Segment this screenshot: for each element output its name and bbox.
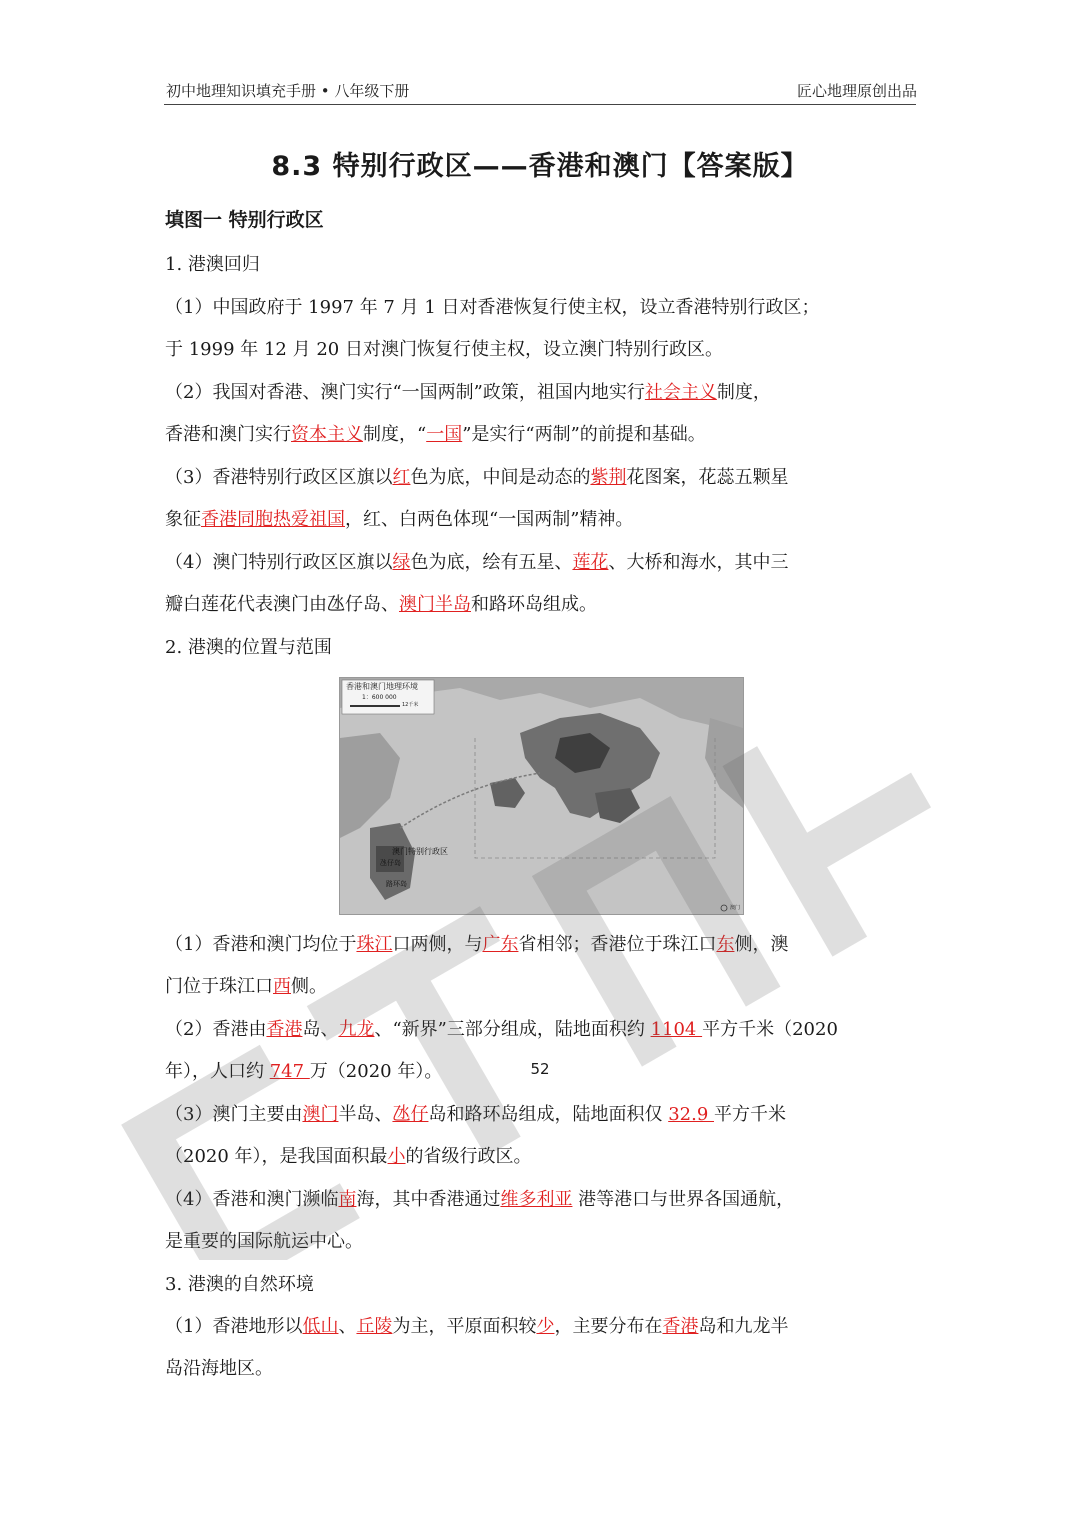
- taipa-label: 氹仔岛: [380, 859, 401, 867]
- para-2-4-line2: 是重要的国际航运中心。: [165, 1231, 363, 1252]
- para-2-2-line1: （2）香港由香港岛、九龙、“新界”三部分组成，陆地面积约 1104 平方千米（2020: [165, 1019, 838, 1040]
- answer-blank: 澳门半岛: [399, 594, 471, 615]
- para-3-1-line1: （1）香港地形以低山、丘陵为主，平原面积较少，主要分布在香港岛和九龙半: [165, 1316, 789, 1337]
- answer-blank: 低山: [302, 1316, 339, 1337]
- para-1-4-line2: 瓣白莲花代表澳门由氹仔岛、澳门半岛和路环岛组成。: [165, 594, 597, 615]
- answer-blank: 广东: [482, 934, 519, 955]
- answer-blank: 红: [392, 467, 411, 488]
- heading-1: 1. 港澳回归: [165, 254, 260, 275]
- answer-blank: 氹仔: [392, 1104, 429, 1125]
- heading-2: 2. 港澳的位置与范围: [165, 637, 332, 658]
- para-2-2-line2: 年），人口约 747 万（2020 年）。: [165, 1061, 443, 1082]
- para-1-4-line1: （4）澳门特别行政区区旗以绿色为底，绘有五星、莲花、大桥和海水，其中三: [165, 552, 789, 573]
- answer-blank: 莲花: [572, 552, 609, 573]
- answer-blank: 维多利亚: [500, 1189, 573, 1210]
- answer-blank: 香港: [662, 1316, 699, 1337]
- header-divider: [164, 104, 916, 105]
- para-2-3-line1: （3）澳门主要由澳门半岛、氹仔岛和路环岛组成，陆地面积仅 32.9 平方千米: [165, 1104, 786, 1125]
- answer-blank: 社会主义: [644, 382, 717, 403]
- hk-macao-map: [339, 677, 744, 915]
- para-1-3-line1: （3）香港特别行政区区旗以红色为底，中间是动态的紫荆花图案，花蕊五颗星: [165, 467, 789, 488]
- para-1-2-line2: 香港和澳门实行资本主义制度，“一国”是实行“两制”的前提和基础。: [165, 424, 706, 445]
- header-right: 匠心地理原创出品: [796, 82, 917, 100]
- answer-blank: 香港同胞热爱祖国: [201, 509, 345, 530]
- para-1-2-line1: （2）我国对香港、澳门实行“一国两制”政策，祖国内地实行社会主义制度，: [165, 382, 771, 403]
- answer-blank: 澳门: [302, 1104, 339, 1125]
- para-2-1-line1: （1）香港和澳门均位于珠江口两侧，与广东省相邻；香港位于珠江口东侧，澳: [165, 934, 789, 955]
- answer-blank: 西: [273, 976, 291, 997]
- page-number: 52: [530, 1060, 550, 1078]
- coloane-label: 路环岛: [386, 880, 407, 888]
- para-2-1-line2: 门位于珠江口西侧。: [165, 976, 327, 997]
- answer-blank: 九龙: [338, 1019, 375, 1040]
- answer-blank: 一国: [426, 424, 463, 445]
- para-1-1-line2: 于 1999 年 12 月 20 日对澳门恢复行使主权，设立澳门特别行政区。: [165, 339, 723, 360]
- answer-blank: 小: [387, 1146, 406, 1167]
- para-1-3-line2: 象征香港同胞热爱祖国，红、白两色体现“一国两制”精神。: [165, 509, 634, 530]
- answer-blank: 1104: [650, 1019, 703, 1040]
- answer-blank: 资本主义: [291, 424, 363, 445]
- answer-blank: 少: [536, 1316, 555, 1337]
- answer-blank: 香港: [266, 1019, 303, 1040]
- map-legend: 澳门: [730, 905, 741, 911]
- page-title: 8.3 特别行政区——香港和澳门【答案版】: [271, 151, 809, 182]
- answer-blank: 珠江: [356, 934, 393, 955]
- map-title: 香港和澳门地理环境: [346, 682, 418, 691]
- answer-blank: 南: [338, 1189, 357, 1210]
- map-scale: 1：600 000: [362, 694, 397, 701]
- para-2-3-line2: （2020 年），是我国面积最小的省级行政区。: [165, 1146, 532, 1167]
- answer-blank: 747: [269, 1061, 310, 1082]
- section-heading: 填图一 特别行政区: [165, 209, 324, 231]
- header-left: 初中地理知识填充手册 • 八年级下册: [166, 82, 410, 100]
- para-1-1-line1: （1）中国政府于 1997 年 7 月 1 日对香港恢复行使主权，设立香港特别行政区；: [165, 297, 820, 318]
- answer-blank: 东: [716, 934, 735, 955]
- para-2-4-line1: （4）香港和澳门濒临南海，其中香港通过维多利亚 港等港口与世界各国通航，: [165, 1189, 795, 1210]
- answer-blank: 32.9: [668, 1104, 714, 1125]
- answer-blank: 紫荆: [590, 467, 627, 488]
- heading-3: 3. 港澳的自然环境: [165, 1274, 314, 1295]
- map-km: 12千米: [402, 702, 419, 708]
- answer-blank: 丘陵: [356, 1316, 393, 1337]
- para-3-1-line2: 岛沿海地区。: [165, 1358, 273, 1379]
- macao-label: 澳门特别行政区: [392, 847, 448, 856]
- answer-blank: 绿: [392, 552, 411, 573]
